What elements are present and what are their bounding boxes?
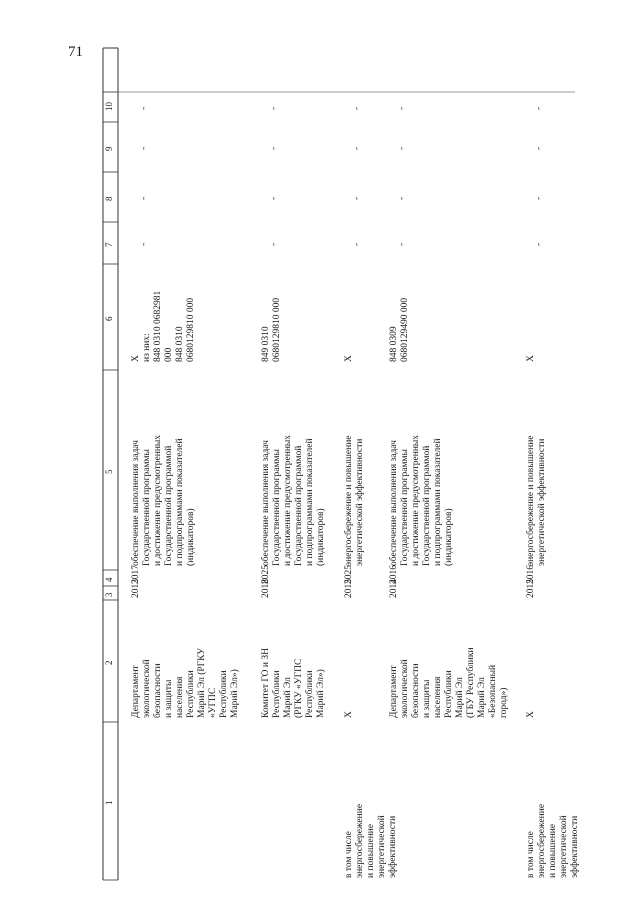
cell-col4 bbox=[344, 565, 355, 584]
cell-col8-line: - bbox=[534, 196, 544, 200]
cell-col5-line: и достижение предусмотренных bbox=[411, 434, 421, 566]
column-header: 3 bbox=[104, 592, 114, 597]
cell-col9-line: - bbox=[534, 146, 544, 150]
cell-col10-line: - bbox=[534, 106, 544, 110]
cell-col1-line: энергосбережение bbox=[355, 803, 365, 878]
cell-col2 bbox=[389, 647, 510, 718]
cell-col3-line: 2018 bbox=[261, 579, 271, 598]
cell-col4-line: 2025 bbox=[344, 565, 354, 584]
cell-col5-line: энергосбережение и повышение bbox=[526, 435, 536, 566]
cell-col5-line: и подпрограммами показателей bbox=[433, 438, 443, 566]
cell-col9-line: - bbox=[397, 146, 407, 150]
cell-col4 bbox=[389, 565, 400, 584]
cell-col2-line: и защиты bbox=[164, 679, 174, 718]
cell-col7-line: - bbox=[139, 242, 149, 246]
cell-col10-line: - bbox=[139, 106, 149, 110]
cell-col6-line: 0680129490 000 bbox=[400, 297, 410, 362]
cell-col5 bbox=[526, 436, 548, 567]
cell-col2-line: экологической bbox=[400, 659, 410, 718]
cell-col10 bbox=[397, 107, 408, 110]
cell-col2-line: X bbox=[526, 711, 536, 718]
cell-col2-line: и защиты bbox=[422, 679, 432, 718]
cell-col1 bbox=[526, 804, 581, 878]
cell-col3-line: 2013 bbox=[131, 579, 141, 598]
column-header: 8 bbox=[104, 196, 114, 201]
cell-col8 bbox=[534, 197, 545, 200]
cell-col5-line: и подпрограммами показателей bbox=[305, 438, 315, 566]
cell-col5-line: (индикаторов) bbox=[316, 508, 326, 566]
cell-col2-line: «УГПС bbox=[208, 687, 218, 718]
cell-col6 bbox=[261, 298, 283, 362]
cell-col6-line: 848 0310 0682981 bbox=[153, 290, 163, 362]
cell-col7-line: - bbox=[269, 242, 279, 246]
cell-col6 bbox=[344, 355, 355, 362]
cell-col8 bbox=[397, 197, 408, 200]
cell-col4-line: 2016 bbox=[389, 565, 399, 584]
cell-col6-line: 0680129810 000 bbox=[186, 297, 196, 362]
cell-col6-line: 000 bbox=[164, 347, 174, 362]
cell-col2-line: безопасности bbox=[411, 663, 421, 718]
cell-col5-line: и достижение предусмотренных bbox=[153, 434, 163, 566]
cell-col5-line: обеспечение выполнения задач bbox=[131, 440, 141, 566]
cell-col5 bbox=[131, 435, 197, 566]
cell-col6-line: 848 0309 bbox=[389, 326, 399, 362]
cell-col4 bbox=[526, 565, 537, 584]
cell-col8-line: - bbox=[352, 196, 362, 200]
cell-col6-line: 849 0310 bbox=[261, 326, 271, 362]
cell-col7-line: - bbox=[397, 242, 407, 246]
cell-col5-line: Государственной программы bbox=[272, 449, 282, 566]
cell-col8-line: - bbox=[397, 196, 407, 200]
cell-col7-line: - bbox=[534, 242, 544, 246]
cell-col5-line: (индикаторов) bbox=[444, 508, 454, 566]
cell-col4-line: 2025 bbox=[261, 565, 271, 584]
cell-col2-line: «Безопасный bbox=[488, 664, 498, 718]
cell-col8-line: - bbox=[139, 196, 149, 200]
cell-col2-line: (ГБУ Республики bbox=[466, 647, 476, 718]
cell-col1-line: энергетической bbox=[559, 815, 569, 878]
cell-col9 bbox=[534, 147, 545, 150]
cell-col5-line: энергетической эффективности bbox=[355, 438, 365, 566]
column-header: 9 bbox=[104, 146, 114, 151]
column-header: 2 bbox=[104, 660, 114, 665]
cell-col4 bbox=[131, 565, 142, 584]
cell-col4-line: 2016 bbox=[526, 565, 536, 584]
cell-col8 bbox=[352, 197, 363, 200]
cell-col2 bbox=[261, 648, 327, 718]
cell-col4 bbox=[261, 565, 272, 584]
cell-col2-line: Марий Эл») bbox=[316, 669, 326, 718]
cell-col10-line: - bbox=[352, 106, 362, 110]
cell-col5-line: обеспечение выполнения задач bbox=[261, 440, 271, 566]
cell-col9 bbox=[269, 147, 280, 150]
cell-col2-line: Республики bbox=[272, 670, 282, 718]
cell-col2-line: (РГКУ «УГПС bbox=[294, 658, 304, 718]
cell-col6-line: X bbox=[526, 355, 536, 362]
column-header: 7 bbox=[104, 242, 114, 247]
cell-col2-line: X bbox=[344, 711, 354, 718]
cell-col5-line: Государственной программы bbox=[400, 449, 410, 566]
cell-col3-line: 2014 bbox=[389, 579, 399, 598]
cell-col2-line: Республики bbox=[186, 670, 196, 718]
cell-col6 bbox=[389, 298, 411, 362]
cell-col5-line: Государственной программой bbox=[294, 445, 304, 566]
cell-col9 bbox=[139, 147, 150, 150]
cell-col2-line: Марий Эл bbox=[283, 677, 293, 718]
cell-col2-line: Марий Эл (РГКУ bbox=[197, 647, 207, 718]
cell-col6-line: 848 0310 bbox=[175, 326, 185, 362]
cell-col7 bbox=[534, 243, 545, 246]
cell-col3-line: 2015 bbox=[526, 579, 536, 598]
cell-col2-line: Республики bbox=[444, 670, 454, 718]
cell-col5-line: Государственной программы bbox=[142, 449, 152, 566]
cell-col2-line: Республики bbox=[305, 670, 315, 718]
cell-col1-line: энергетической bbox=[377, 815, 387, 878]
cell-col10-line: - bbox=[397, 106, 407, 110]
cell-col2-line: Департамент bbox=[131, 665, 141, 718]
cell-col7-line: - bbox=[352, 242, 362, 246]
cell-col6-line: X bbox=[344, 355, 354, 362]
cell-col1-line: в том числе bbox=[526, 831, 536, 878]
cell-col5 bbox=[389, 435, 455, 566]
column-header: 10 bbox=[104, 102, 114, 111]
page-number: 71 bbox=[68, 44, 83, 60]
cell-col2-line: Республики bbox=[219, 670, 229, 718]
cell-col5 bbox=[261, 435, 327, 566]
cell-col7 bbox=[269, 243, 280, 246]
cell-col10-line: - bbox=[269, 106, 279, 110]
cell-col5-line: Государственной программой bbox=[164, 445, 174, 566]
cell-col1-line: эффективности bbox=[570, 815, 580, 878]
cell-col6-line: 0680129810 000 bbox=[272, 297, 282, 362]
cell-col7 bbox=[397, 243, 408, 246]
cell-col2-line: Марий Эл bbox=[477, 677, 487, 718]
cell-col1-line: в том числе bbox=[344, 831, 354, 878]
cell-col6 bbox=[131, 291, 197, 362]
column-header: 4 bbox=[104, 577, 114, 582]
cell-col6-line: из них: bbox=[142, 333, 152, 362]
cell-col2-line: населения bbox=[175, 676, 185, 718]
cell-col7 bbox=[352, 243, 363, 246]
column-header: 5 bbox=[104, 469, 114, 474]
cell-col10 bbox=[269, 107, 280, 110]
cell-col9-line: - bbox=[139, 146, 149, 150]
cell-col9 bbox=[397, 147, 408, 150]
column-header: 1 bbox=[104, 800, 114, 805]
cell-col1-line: эффективности bbox=[388, 815, 398, 878]
cell-col10 bbox=[139, 107, 150, 110]
cell-col5-line: обеспечение выполнения задач bbox=[389, 440, 399, 566]
cell-col7 bbox=[139, 243, 150, 246]
cell-col6-line: X bbox=[131, 355, 141, 362]
cell-col5-line: Государственной программой bbox=[422, 445, 432, 566]
cell-col8 bbox=[269, 197, 280, 200]
cell-col2-line: экологической bbox=[142, 659, 152, 718]
cell-col2 bbox=[131, 648, 241, 718]
cell-col2 bbox=[344, 711, 355, 718]
cell-col6 bbox=[526, 355, 537, 362]
cell-col1-line: и повышение bbox=[548, 823, 558, 878]
cell-col1-line: энергосбережение bbox=[537, 803, 547, 878]
cell-col9-line: - bbox=[269, 146, 279, 150]
cell-col2-line: населения bbox=[433, 676, 443, 718]
column-header: 6 bbox=[104, 316, 114, 321]
cell-col2-line: город») bbox=[499, 687, 509, 718]
cell-col10 bbox=[534, 107, 545, 110]
cell-col8 bbox=[139, 197, 150, 200]
cell-col9-line: - bbox=[352, 146, 362, 150]
cell-col5-line: и достижение предусмотренных bbox=[283, 434, 293, 566]
cell-col1 bbox=[344, 804, 399, 878]
cell-col2-line: безопасности bbox=[153, 663, 163, 718]
cell-col5-line: энергосбережение и повышение bbox=[344, 435, 354, 566]
cell-col2-line: Департамент bbox=[389, 665, 399, 718]
cell-col1-line: и повышение bbox=[366, 823, 376, 878]
cell-col9 bbox=[352, 147, 363, 150]
cell-col10 bbox=[352, 107, 363, 110]
cell-col2-line: Марий Эл bbox=[455, 677, 465, 718]
cell-col5-line: энергетической эффективности bbox=[537, 438, 547, 566]
cell-col2 bbox=[526, 711, 537, 718]
cell-col5 bbox=[344, 436, 366, 567]
cell-col3-line: 2015 bbox=[344, 579, 354, 598]
cell-col5-line: и подпрограммами показателей bbox=[175, 438, 185, 566]
cell-col5-line: (индикаторов) bbox=[186, 508, 196, 566]
cell-col8-line: - bbox=[269, 196, 279, 200]
cell-col2-line: Марий Эл») bbox=[230, 669, 240, 718]
cell-col4-line: 2017 bbox=[131, 565, 141, 584]
cell-col2-line: Комитет ГО и ЗН bbox=[261, 648, 271, 718]
